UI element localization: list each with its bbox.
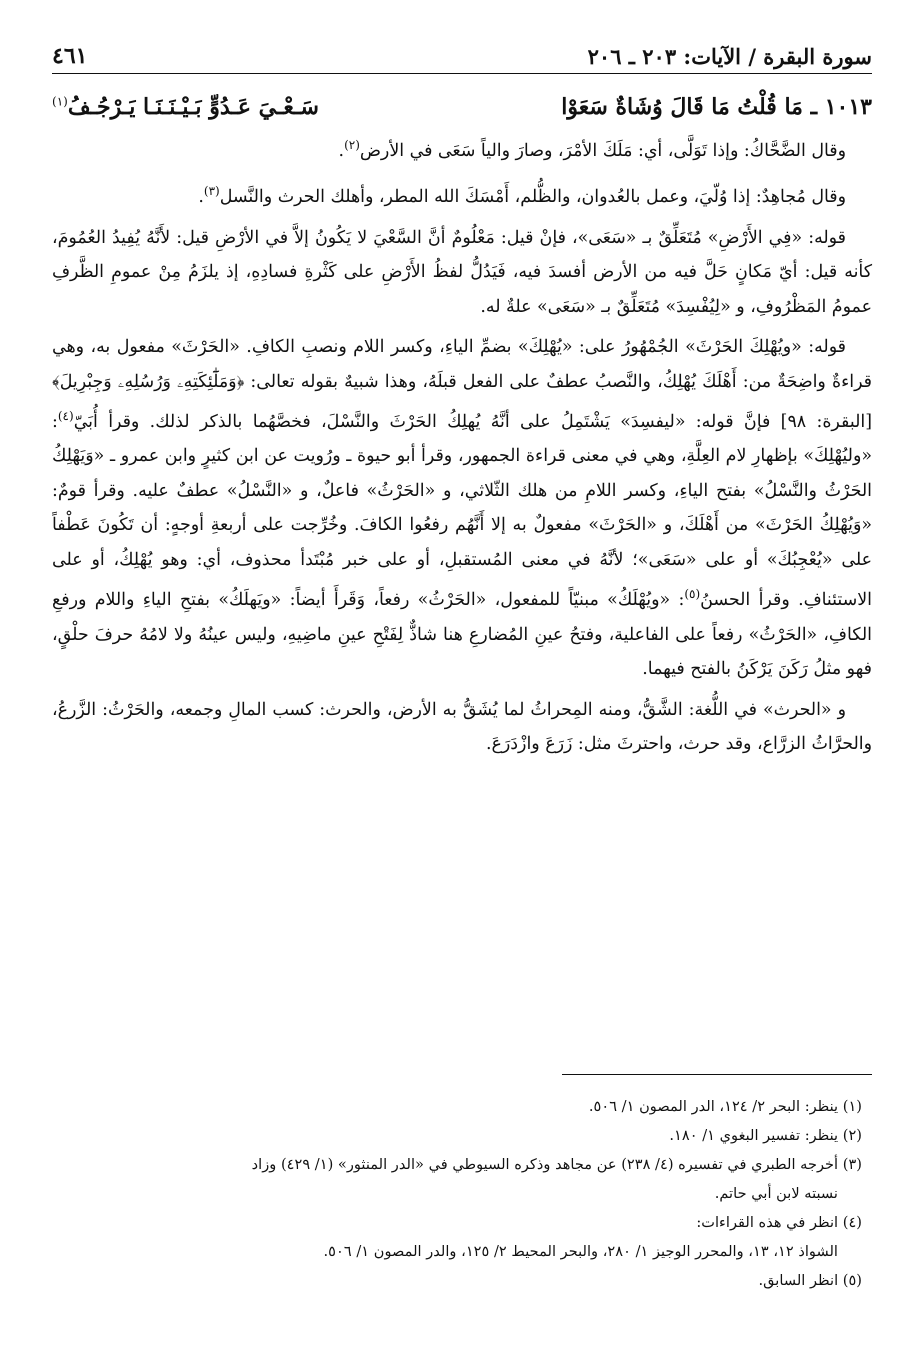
paragraph-yuhlik: قوله: «ويُهْلِكَ الحَرْثَ» الجُمْهُورُ على: «يُهْلِكَ» بضمِّ الياءِ، وكسر اللام ونصبِ الكافِ. «الحَرْثَ» مفعول به، وهي قراءةٌ واضِحَةٌ من: أَهْلَكَ يُهْلِكُ، والنَّصبُ عطفٌ على الفعل قبلَهُ، وهذا شبيهٌ بقوله تعالى: ﴿وَمَلَٰٓئِكَتِهِۦ وَرُسُلِهِۦ وَجِبْرِيلَ﴾ [البقرة: ٩٨] فإنَّ قوله: «ليفسِدَ» يَشْتَمِلُ على أنَّهُ يُهلِكُ الحَرْثَ والنَّسْلَ، فخصَّهُما بالذكر لذلك. وقرأ أُبَيّ$^{(٤)}$: «وليُهْلِكَ» بإظهارِ لام العِلَّةِ، وهي في معنى قراءة الجمهور، وقرأ أبو حيوة ـ ورُويت عن ابن كثيرٍ وابن عمرو ـ «وَيَهْلِكُ الحَرْثُ والنَّسْلُ» بفتح الياءِ، وكسر اللامِ من هلك الثّلاثي، و «الحَرْثُ» فاعلٌ، و «النَّسْلُ» عطفٌ عليه. وقرأ قومٌ: «وَيُهْلِكُ الحَرْثَ» من أَهْلَكَ، و «الحَرْثَ» مفعولٌ به إلا أَنَّهُم رفعُوا الكافَ. وخُرِّجت على أربعةِ أوجهٍ: أن تَكُونَ عَطْفاً على «يُعْجِبُكَ» أو على «سَعَى»؛ لأنَّهُ في معنى المُستقبلِ، أو على خبر مُبْتَدأ محذوف، أي: وهو يُهْلِكُ، أو على الاستئنافِ. وقرأ الحسنُ$^{(٥)}$: «ويُهْلَكُ» مبنيّاً للمفعول، «الحَرْثُ» رفعاً، وَقَرأَ أيضاً: «ويَهلَكُ» بفتحِ الياءِ واللام ورفعِ الكافِ، «الحَرْثُ» رفعاً على الفاعلية، وفتحُ عينِ المُضارعِ هنا شاذٌّ لِفَتْحِ عينِ ماضِيهِ، وليس عينُهُ ولا لامُهُ حرفَ حلْقٍ، فهو مثلُ رَكَنَ يَرْكَنُ بالفتح فيهما.	[52, 337, 872, 680]
footnotes	[52, 1092, 872, 1295]
paragraph-fil-ard: قوله: «فِي الأَرْضِ» مُتَعَلِّقٌ بـ «سَعَى»، فإنْ قيل: مَعْلُومٌ أنَّ السَّعْيَ لا يَكُونُ إلاَّ في الأرْضِ قيل: لأَنَّهُ يُفِيدُ العُمُومَ، كأنه قيل: أيّ مَكانٍ حَلَّ فيه من الأرض أفسدَ فيه، فَيَدُلُّ لفظُ الأَرْضِ على كَثْرةِ فسادِهِ، إذ يلزَمُ مِنْ عمومِ الظَّرفِ عمومُ المَظْرُوفِ، و «لِيُفْسِدَ» مُتَعَلِّقٌ بـ «سَعَى» علةٌ له.	[52, 227, 872, 317]
footnote-5: (٥) انظر السابق.	[758, 1272, 862, 1289]
footnote-1: (١) ينظر: البحر ٢/ ١٢٤، الدر المصون ١/ ٥٠٦.	[588, 1098, 862, 1115]
footnote-ref: (٣)	[203, 184, 220, 199]
verse-second-hemistich: سَـعْـيَ عَـدُوٍّ بَـيْـنَـنَـا يَـرْجُـفُ$^{(١)}$	[52, 94, 319, 120]
paragraph-dahhak: وقال الضَّحَّاكُ: وإذا تَوَلَّى، أي: مَلَكَ الأمْرَ، وصارَ والياً سَعَى في الأرض$^{(٢)}$.	[338, 138, 846, 161]
footnote-ref: (٥)	[684, 587, 701, 602]
footnote-ref: (١)	[52, 94, 68, 109]
poetry-verse	[52, 94, 872, 120]
footnote-3: (٣) أخرجه الطبري في تفسيره (٤/ ٢٣٨) عن مجاهد وذكره السيوطي في «الدر المنثور» (١/ ٤٢٩) وزاد	[251, 1156, 862, 1173]
page-number: ٤٦١	[52, 43, 88, 69]
running-head-title: سورة البقرة / الآيات: ٢٠٣ ـ ٢٠٦	[587, 44, 872, 69]
paragraph-mujahid: وقال مُجاهِدٌ: إذا وُلّيَ، وعمل بالعُدوان، والظُّلم، أَمْسَكَ الله المطر، وأهلك الحرث والنَّسل$^{(٣)}$.	[198, 184, 846, 208]
footnote-4-continued: الشواذ ١٢، ١٣، والمحرر الوجيز ١/ ٢٨٠، والبحر المحيط ٢/ ١٢٥، والدر المصون ١/ ٥٠٦.	[323, 1243, 838, 1260]
paragraph-harth: و «الحرث» في اللُّغة: الشَّقُّ، ومنه المِحراثُ لما يُشَقُّ به الأرض، والحرث: كسب المالِ وجمعه، والحَرْثُ: الزَّرعُ، والحرَّاثُ الزرَّاع، وقد حرث، واحترثَ مثل: زَرَعَ وازْدَرَعَ.	[52, 699, 872, 755]
footnote-separator	[562, 1074, 872, 1075]
footnote-ref: (٢)	[344, 138, 360, 152]
footnote-ref: (٤)	[57, 409, 74, 424]
footnote-3-continued: نسبته لابن أبي حاتم.	[714, 1185, 838, 1202]
book-page	[52, 34, 872, 1354]
running-header	[52, 34, 872, 74]
footnote-4: (٤) انظر في هذه القراءات:	[696, 1214, 862, 1231]
footnote-2: (٢) ينظر: تفسير البغوي ١/ ١٨٠.	[669, 1127, 862, 1144]
verse-first-hemistich: ١٠١٣ ـ مَا قُلْتُ مَا قَالَ وُشَاةٌ سَعَوْا	[561, 94, 872, 120]
main-text	[52, 128, 872, 762]
